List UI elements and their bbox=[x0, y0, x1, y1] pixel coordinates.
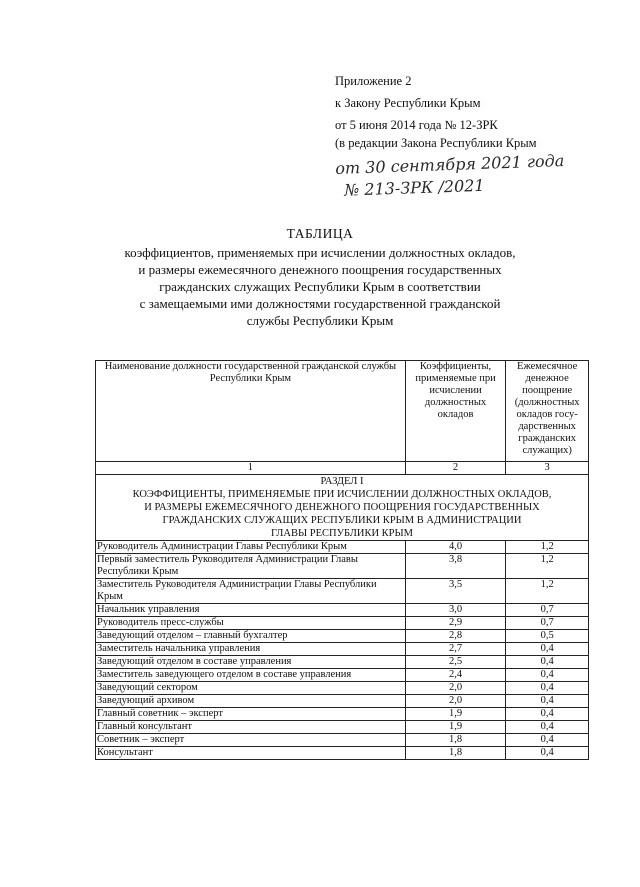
position-name: Заведующий отделом в составе управления bbox=[96, 656, 406, 669]
header-position: Наименование должности государственной гражданской службы Республики Крым bbox=[96, 361, 406, 462]
coefficients-table bbox=[95, 360, 589, 760]
position-name: Заведующий отделом – главный бухгалтер bbox=[96, 630, 406, 643]
bonus-value: 0,7 bbox=[506, 604, 589, 617]
coefficient-value: 2,0 bbox=[405, 682, 505, 695]
bonus-value: 0,4 bbox=[506, 656, 589, 669]
position-name: Руководитель Администрации Главы Республики Крым bbox=[96, 541, 406, 554]
column-number: 2 bbox=[405, 462, 505, 475]
table-row bbox=[96, 579, 589, 604]
position-name: Начальник управления bbox=[96, 604, 406, 617]
bonus-value: 0,4 bbox=[506, 682, 589, 695]
table-row bbox=[96, 541, 589, 554]
appendix-line-3: от 5 июня 2014 года № 12-ЗРК bbox=[335, 118, 498, 132]
table-row bbox=[96, 747, 589, 760]
bonus-value: 0,4 bbox=[506, 721, 589, 734]
coefficient-value: 2,0 bbox=[405, 695, 505, 708]
handwritten-line-1: от 30 сентября 2021 года bbox=[335, 151, 565, 178]
title-sub-line: коэффициентов, применяемых при исчислении должностных окладов, bbox=[124, 245, 516, 260]
bonus-value: 0,4 bbox=[506, 643, 589, 656]
coefficient-value: 1,8 bbox=[405, 734, 505, 747]
position-name: Руководитель пресс-службы bbox=[96, 617, 406, 630]
appendix-line-2: к Закону Республики Крым bbox=[335, 96, 481, 110]
bonus-value: 0,4 bbox=[506, 708, 589, 721]
coefficient-value: 1,8 bbox=[405, 747, 505, 760]
document-title bbox=[95, 225, 545, 329]
section-line: КОЭФФИЦИЕНТЫ, ПРИМЕНЯЕМЫЕ ПРИ ИСЧИСЛЕНИИ ДОЛЖНОСТНЫХ ОКЛАДОВ, bbox=[132, 489, 552, 500]
section-line: ГРАЖДАНСКИХ СЛУЖАЩИХ РЕСПУБЛИКИ КРЫМ В АДМИНИСТРАЦИИ bbox=[162, 515, 522, 526]
coefficient-value: 2,9 bbox=[405, 617, 505, 630]
table-row bbox=[96, 669, 589, 682]
position-name: Главный советник – эксперт bbox=[96, 708, 406, 721]
position-name: Заместитель начальника управления bbox=[96, 643, 406, 656]
coefficient-value: 1,9 bbox=[405, 708, 505, 721]
table-row bbox=[96, 656, 589, 669]
handwritten-amendment bbox=[335, 148, 626, 202]
bonus-value: 1,2 bbox=[506, 554, 589, 579]
bonus-value: 0,7 bbox=[506, 617, 589, 630]
coefficient-value: 3,8 bbox=[405, 554, 505, 579]
position-name: Консультант bbox=[96, 747, 406, 760]
bonus-value: 0,4 bbox=[506, 734, 589, 747]
coefficient-value: 2,4 bbox=[405, 669, 505, 682]
header-coefficient: Коэффициенты, применяемые при исчислении должностных окладов bbox=[405, 361, 505, 462]
table-row bbox=[96, 643, 589, 656]
table-row bbox=[96, 721, 589, 734]
position-name: Советник – эксперт bbox=[96, 734, 406, 747]
coefficient-value: 2,5 bbox=[405, 656, 505, 669]
position-name: Заместитель заведующего отделом в составе управления bbox=[96, 669, 406, 682]
header-bonus: Ежемесячное денежное поощрение (должностных окладов госу-дарственных гражданских служащих) bbox=[506, 361, 589, 462]
coefficient-value: 3,5 bbox=[405, 579, 505, 604]
section-line: ГЛАВЫ РЕСПУБЛИКИ КРЫМ bbox=[270, 528, 414, 539]
table-row bbox=[96, 617, 589, 630]
table-row bbox=[96, 708, 589, 721]
section-title: РАЗДЕЛ I bbox=[320, 476, 364, 487]
coefficient-value: 2,7 bbox=[405, 643, 505, 656]
title-main: ТАБЛИЦА bbox=[286, 226, 354, 241]
bonus-value: 1,2 bbox=[506, 579, 589, 604]
bonus-value: 0,4 bbox=[506, 669, 589, 682]
table-row bbox=[96, 554, 589, 579]
column-number: 3 bbox=[506, 462, 589, 475]
bonus-value: 0,4 bbox=[506, 747, 589, 760]
section-heading bbox=[96, 475, 589, 541]
appendix-line-4: (в редакции Закона Республики Крым bbox=[335, 136, 537, 150]
table-row bbox=[96, 695, 589, 708]
coefficient-value: 1,9 bbox=[405, 721, 505, 734]
handwritten-line-2: № 213-ЗРК /2021 bbox=[343, 175, 485, 200]
position-name: Первый заместитель Руководителя Администрации Главы Республики Крым bbox=[96, 554, 406, 579]
coefficient-value: 2,8 bbox=[405, 630, 505, 643]
table-row bbox=[96, 630, 589, 643]
appendix-line-1: Приложение 2 bbox=[335, 74, 412, 88]
bonus-value: 1,2 bbox=[506, 541, 589, 554]
table-row bbox=[96, 604, 589, 617]
section-line: И РАЗМЕРЫ ЕЖЕМЕСЯЧНОГО ДЕНЕЖНОГО ПООЩРЕНИЯ ГОСУДАРСТВЕННЫХ bbox=[144, 502, 540, 513]
position-name: Заместитель Руководителя Администрации Главы Республики Крым bbox=[96, 579, 406, 604]
title-sub-line: и размеры ежемесячного денежного поощрения государственных bbox=[138, 262, 502, 277]
table-row bbox=[96, 734, 589, 747]
coefficient-value: 3,0 bbox=[405, 604, 505, 617]
position-name: Заведующий сектором bbox=[96, 682, 406, 695]
table-row bbox=[96, 682, 589, 695]
bonus-value: 0,5 bbox=[506, 630, 589, 643]
title-sub-line: службы Республики Крым bbox=[246, 313, 394, 328]
appendix-header bbox=[335, 70, 625, 151]
position-name: Заведующий архивом bbox=[96, 695, 406, 708]
coefficient-value: 4,0 bbox=[405, 541, 505, 554]
title-sub-line: с замещаемыми ими должностями государственной гражданской bbox=[139, 296, 501, 311]
title-sub-line: гражданских служащих Республики Крым в соответствии bbox=[159, 279, 481, 294]
bonus-value: 0,4 bbox=[506, 695, 589, 708]
column-number: 1 bbox=[96, 462, 406, 475]
position-name: Главный консультант bbox=[96, 721, 406, 734]
